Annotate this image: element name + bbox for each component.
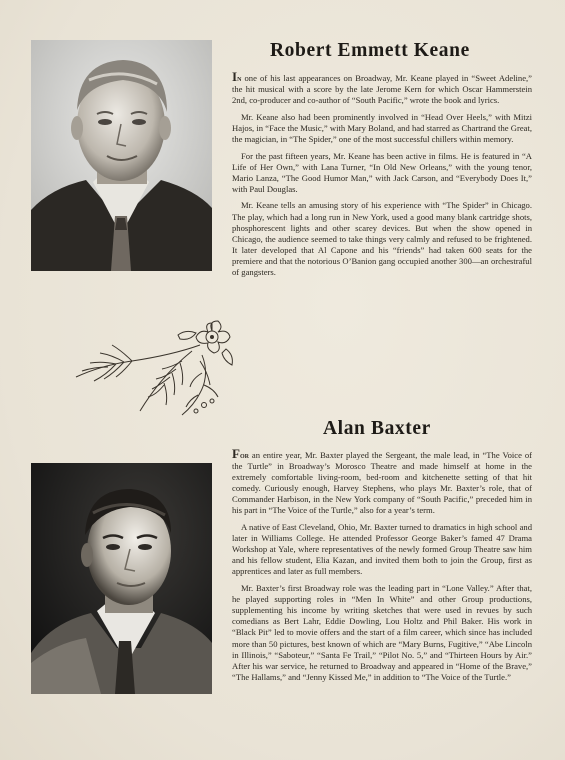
baxter-name-heading: Alan Baxter <box>323 418 431 439</box>
baxter-paragraph-2: A native of East Cleveland, Ohio, Mr. Baxter turned to dramatics in high school and later in Williams College. He attended Professor George Baker’s famed 47 Drama Workshop at Yale, where representatives of the newly formed Group Theatre saw him and his fellow student, Elia Kazan, and invited them both to join the Group, first as apprentices and later as full members. <box>232 522 532 577</box>
baxter-initial-smallcaps: or <box>239 450 249 460</box>
baxter-initial-capital: F <box>232 446 240 461</box>
keane-initial-capital: I <box>232 69 238 84</box>
keane-paragraph-1 <box>232 69 532 106</box>
baxter-portrait-photo <box>31 463 212 694</box>
keane-paragraph-1-text: one of his last appearances on Broadway, Mr. Keane played in “Sweet Adeline,” the hit musical with a score by the late Jerome Kern for which Oscar Hammerstein 2nd, co-producer and co-author of “South Pacific,” wrote the book and lyrics. <box>232 73 532 106</box>
baxter-biography <box>232 446 532 688</box>
baxter-paragraph-1-text: an entire year, Mr. Baxter played the Sergeant, the male lead, in “The Voice of the Turtle” in Broadway’s Morosco Theatre and made himself at home in the extremely comfortable living-room, bed-room and kitchenette setting of that hit comedy. Curiously enough, Harvey Stephens, who plays Mr. Baxter’s role, that of Commander Harbison, in the New York company of “South Pacific,” preceded him in his part in “The Voice of the Turtle,” also for a year’s term. <box>232 450 532 516</box>
baxter-paragraph-3: Mr. Baxter’s first Broadway role was the leading part in “Lone Valley.” After that, he played supporting roles in “Men In White” and other Group productions, supplementing his income by writing sketches that were used in revues by such comedians as Bert Lahr, Eddie Dowling, Lou Holtz and Phil Baker. His work in “Black Pit” led to movie offers and the start of a film career, which since has included more than 50 pictures, best known of which are “Mary Burns, Fugitive,” “Abe Lincoln in Illinois,” “Saboteur,” “Santa Fe Trail,” “Pilot No. 5,” and “Thirteen Hours by Air.” After his war service, he returned to Broadway and appeared in “Home of the Brave,” “The Hallams,” and “Jenny Kissed Me,” in addition to “The Voice of the Turtle.” <box>232 583 532 682</box>
keane-paragraph-3: For the past fifteen years, Mr. Keane has been active in films. He is featured in “A Life of Her Own,” with Lana Turner, “In Old New Orleans,” with the young tenor, Mario Lanza, “The Good Humor Man,” with Jack Carson, and “Everybody Does It,” with Paul Douglas. <box>232 150 532 194</box>
keane-paragraph-4: Mr. Keane tells an amusing story of his experience with “The Spider” in Chicago. The play, which had a long run in New York, used a good many blank cartridge shots, phosphorescent lights and other scarey devices. But when the show opened in Chicago, the audience seemed to take things very calmly and refused to be frightened. It later developed that Al Capone and his “friends” had taken 600 seats for the premiere and that the notorious O’Banion gang occupied another 300—an orchestraful of gangsters. <box>232 200 532 277</box>
keane-biography <box>232 69 532 284</box>
keane-name-heading: Robert Emmett Keane <box>270 40 470 61</box>
keane-portrait-photo <box>31 40 212 271</box>
baxter-paragraph-1 <box>232 446 532 517</box>
keane-paragraph-2: Mr. Keane also had been prominently involved in “Head Over Heels,” with Mitzi Hajos, in “Face the Music,” with Mary Boland, and had starred as Chartrand the Great, the magician, in “The Spider,” one of the most successful chillers within memory. <box>232 111 532 144</box>
keane-initial-smallcaps: n <box>237 73 242 83</box>
floral-sprig-ornament <box>72 315 252 420</box>
